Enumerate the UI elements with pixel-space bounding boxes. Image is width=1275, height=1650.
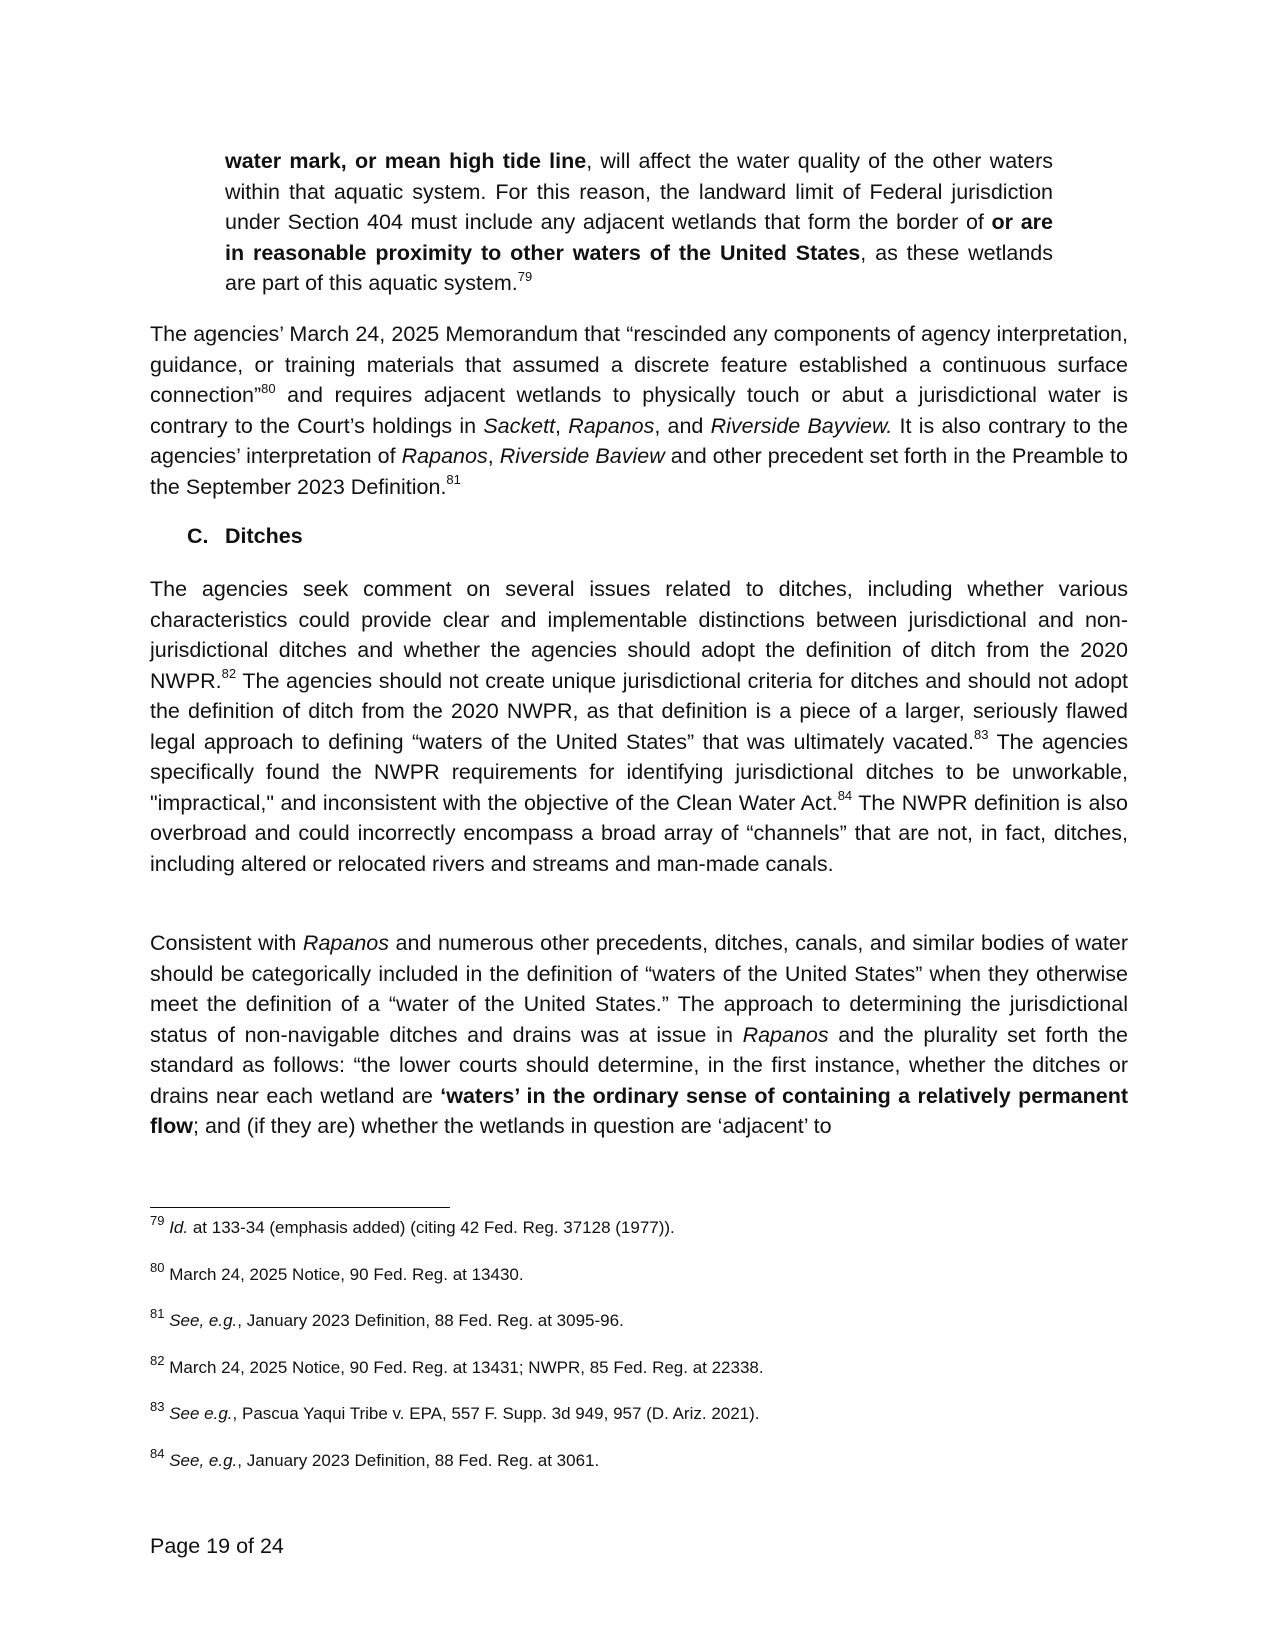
case-name: Riverside Baview — [499, 444, 665, 468]
footnote-divider — [150, 1207, 450, 1208]
text-run: and requires adjacent wetlands to physically touch or abut a jurisdictional water is contrary to the Court’s holdings in — [150, 383, 1128, 438]
footnote-number: 84 — [150, 1446, 165, 1462]
page-number: Page 19 of 24 — [150, 1534, 284, 1558]
footnote-text: , January 2023 Definition, 88 Fed. Reg. at 3061. — [237, 1451, 600, 1470]
case-name: Riverside Bayview. — [710, 413, 893, 438]
footnote-text: March 24, 2025 Notice, 90 Fed. Reg. at 13431; NWPR, 85 Fed. Reg. at 22338. — [169, 1358, 764, 1377]
footnote — [150, 1306, 624, 1332]
footnote — [150, 1446, 600, 1472]
text-run: The agencies’ March 24, 2025 Memorandum that “rescinded any components of agency interpretation, guidance, or training materials that assumed a discrete feature established a continuous surface connection” — [150, 322, 1128, 407]
footnote — [150, 1353, 764, 1379]
footnote-number: 79 — [150, 1213, 165, 1229]
section-letter: C. — [187, 524, 209, 548]
footnote-ref: 83 — [973, 727, 989, 743]
paragraph-memorandum — [150, 319, 1128, 502]
text-run: The NWPR definition is also overbroad and could incorrectly encompass a broad array of “channels” that are not, in fact, ditches, including altered or relocated rivers and streams and man-made canals. — [150, 790, 1128, 876]
case-name: Sackett — [483, 413, 556, 438]
paragraph-rapanos — [150, 928, 1128, 1142]
footnote-text: at 133-34 (emphasis added) (citing 42 Fed. Reg. 37128 (1977)). — [188, 1218, 675, 1237]
case-name: Rapanos — [302, 931, 389, 955]
footnote — [150, 1260, 524, 1286]
footnote-number: 82 — [150, 1353, 165, 1369]
footnote-ref: 80 — [261, 380, 276, 396]
section-heading — [187, 524, 303, 549]
footnote-number: 80 — [150, 1260, 165, 1276]
section-title: Ditches — [225, 524, 303, 548]
footnote-number: 81 — [150, 1306, 165, 1322]
text-run: , — [487, 444, 500, 468]
text-run: It is also contrary to the agencies’ interpretation of — [150, 413, 1129, 468]
footnote-signal: See e.g. — [169, 1404, 233, 1423]
case-name: Rapanos — [742, 1022, 829, 1047]
footnote-signal: Id. — [169, 1218, 189, 1237]
footnote-text: , Pascua Yaqui Tribe v. EPA, 557 F. Supp. 3d 949, 957 (D. Ariz. 2021). — [232, 1404, 760, 1423]
quote-text: , as these wetlands are part of this aquatic system. — [225, 240, 1053, 295]
bold-text: ‘waters’ in the ordinary sense of containing a relatively permanent flow — [150, 1083, 1128, 1138]
block-quote — [225, 146, 1053, 299]
text-run: and other precedent set forth in the Preamble to the September 2023 Definition. — [150, 444, 1128, 499]
text-run: The agencies should not create unique jurisdictional criteria for ditches and should not adopt the definition of ditch from the 2020 NWPR, as that definition is a piece of a larger, seriously flawed legal approach to defining “waters of the United States” that was ultimately vacated. — [150, 668, 1128, 754]
text-run: , — [555, 413, 569, 438]
bold-text: water mark, or mean high tide line — [225, 149, 587, 173]
text-run: , and — [654, 413, 711, 438]
footnote — [150, 1399, 760, 1425]
quote-text: , will affect the water quality of the other waters within that aquatic system. For this reason, the landward limit of Federal jurisdiction under Section 404 must include any adjacent wetlands that form the border of — [225, 149, 1053, 234]
text-run: and the plurality set forth the standard as follows: “the lower courts should determine, in the first instance, whether the ditches or drains near each wetland are — [150, 1022, 1128, 1108]
text-run: Consistent with — [150, 931, 303, 955]
case-name: Rapanos — [401, 444, 488, 468]
text-run: and numerous other precedents, ditches, canals, and similar bodies of water should be categorically included in the definition of “waters of the United States” when they otherwise meet the definition of a “water of the United States.” The approach to determining the jurisdictional status of non-navigable ditches and drains was at issue in — [150, 931, 1128, 1047]
paragraph-ditches — [150, 574, 1128, 879]
footnote-ref: 84 — [837, 788, 853, 804]
bold-text: or are in reasonable proximity to other waters of the United States — [225, 210, 1053, 265]
footnote — [150, 1213, 675, 1239]
text-run: The agencies specifically found the NWPR requirements for identifying jurisdictional ditches to be unworkable, "impractical," and inconsistent with the objective of the Clean Water Act. — [150, 729, 1128, 815]
case-name: Rapanos — [568, 413, 655, 438]
footnote-signal: See, e.g. — [169, 1311, 238, 1330]
footnote-signal: See, e.g. — [169, 1451, 238, 1470]
footnote-number: 83 — [150, 1399, 165, 1415]
footnote-ref: 82 — [221, 666, 237, 682]
text-run: ; and (if they are) whether the wetlands in question are ‘adjacent’ to — [193, 1114, 832, 1138]
footnote-text: March 24, 2025 Notice, 90 Fed. Reg. at 13430. — [169, 1265, 524, 1284]
footnote-text: , January 2023 Definition, 88 Fed. Reg. at 3095-96. — [237, 1311, 624, 1330]
footnote-ref: 79 — [517, 268, 533, 284]
footnote-ref: 81 — [446, 472, 461, 488]
text-run: The agencies seek comment on several issues related to ditches, including whether various characteristics could provide clear and implementable distinctions between jurisdictional and non-jurisdictional ditches and whether the agencies should adopt the definition of ditch from the 2020 NWPR. — [150, 577, 1128, 693]
